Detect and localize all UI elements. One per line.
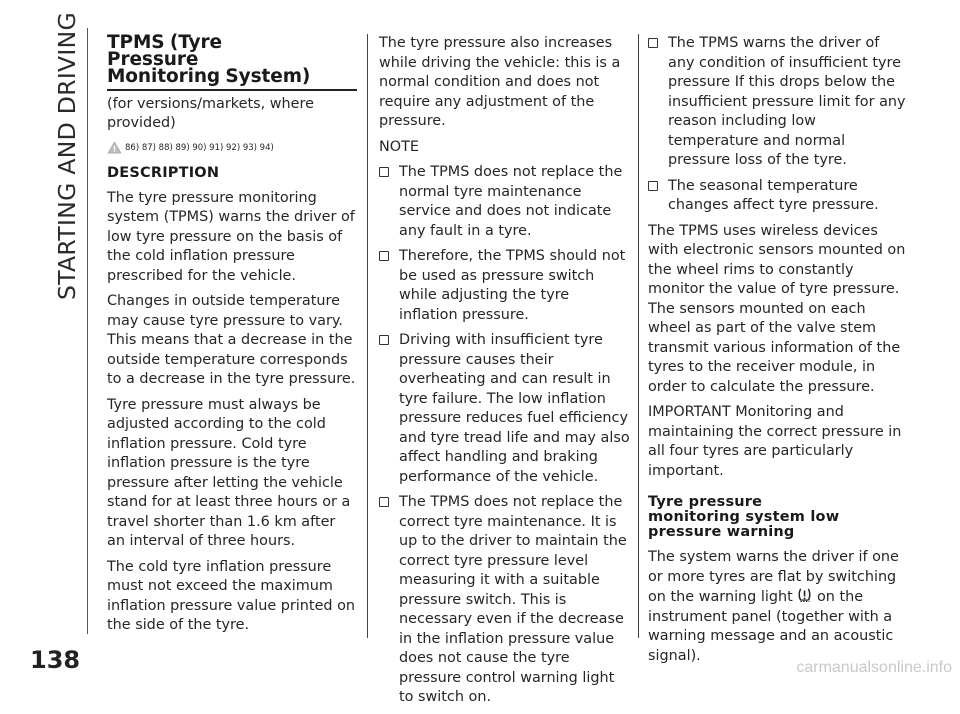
checkbox-bullet-icon	[379, 335, 389, 345]
list-item	[379, 331, 631, 487]
warning-text-before: The system warns the driver if one or more tyres are flat by switching on the warning light	[648, 549, 899, 605]
list-item	[379, 493, 631, 708]
side-divider	[87, 28, 88, 634]
column-3	[648, 34, 910, 672]
note-label: NOTE	[379, 138, 419, 155]
checkbox-bullet-icon	[379, 251, 389, 261]
column-divider-1	[367, 34, 368, 638]
warning-paragraph	[648, 548, 910, 666]
checkbox-bullet-icon	[648, 38, 658, 48]
section-title-line-1: TPMS (Tyre	[107, 32, 222, 53]
list-item-text: Driving with insufficient tyre pressure causes their overheating and can result in tyre failure. The low inflation pressure reduces fuel efficiency and tyre tread life and may also affect handling and braking performance of the vehicle.	[399, 332, 630, 485]
list-item-text: The TPMS does not replace the correct tyre maintenance. It is up to the driver to maintain the correct tyre pressure level measuring it with a suitable pressure switch. This is necessary even if the decrease in the inflation pressure value does not cause the tyre pressure control warning light to switch on.	[399, 494, 627, 705]
warning-text-after: on the instrument panel (together with a warning message and an acoustic signal).	[648, 589, 894, 664]
list-item	[379, 247, 631, 325]
checkbox-bullet-icon	[648, 181, 658, 191]
paragraph: Changes in outside temperature may cause tyre pressure to vary. This means that a decrease in the outside temperature corresponds to a decrease in the tyre pressure.	[107, 293, 356, 387]
page-number: 138	[30, 646, 81, 674]
warning-references	[107, 140, 357, 156]
list-item	[648, 34, 910, 171]
warning-triangle-icon	[107, 141, 122, 154]
list-item-text: The TPMS does not replace the normal tyre maintenance service and does not indicate any fault in a tyre.	[399, 164, 623, 239]
tpms-warning-subheading	[648, 495, 910, 540]
column-2	[379, 34, 631, 714]
subheading-line-3: pressure warning	[648, 524, 795, 540]
subheading-line-1: Tyre pressure	[648, 494, 763, 510]
paragraph: Tyre pressure must always be adjusted according to the cold inflation pressure. Cold tyre inflation pressure is the tyre pressure after letting the vehicle stand for at least three hours or a travel shorter than 1.6 km after an interval of three hours.	[107, 396, 351, 549]
section-title-line-2: Pressure	[107, 49, 199, 70]
paragraph: The tyre pressure also increases while driving the vehicle: this is a normal condition and does not require any adjustment of the pressure.	[379, 35, 621, 129]
section-title	[107, 34, 353, 85]
watermark: carmanualsonline.info	[796, 659, 952, 676]
list-item-text: Therefore, the TPMS should not be used as pressure switch while adjusting the tyre inflation pressure.	[399, 248, 626, 323]
paragraph: IMPORTANT Monitoring and maintaining the correct pressure in all four tyres are particularly important.	[648, 404, 902, 479]
paragraph: The tyre pressure monitoring system (TPMS) warns the driver of low tyre pressure on the basis of the cold inflation pressure prescribed for the vehicle.	[107, 189, 355, 284]
checkbox-bullet-icon	[379, 497, 389, 507]
tyre-pressure-warning-icon	[798, 587, 811, 603]
list-item-text: The TPMS warns the driver of any condition of insufficient tyre pressure If this drops below the insufficient pressure limit for any reason including low temperature and normal pressure loss of the tyre.	[668, 35, 906, 168]
description-heading: DESCRIPTION	[107, 164, 220, 181]
checkbox-bullet-icon	[379, 167, 389, 177]
paragraph: The TPMS uses wireless devices with electronic sensors mounted on the wheel rims to constantly monitor the value of tyre pressure. The sensors mounted on each wheel as part of the valve stem transmit various information of the tyres to the receiver module, in order to calculate the pressure.	[648, 222, 906, 395]
list-item	[379, 163, 631, 241]
subheading-line-2: monitoring system low	[648, 509, 840, 525]
title-underline	[107, 89, 357, 91]
chapter-side-title: STARTING AND DRIVING	[53, 11, 81, 300]
list-item-text: The seasonal temperature changes affect tyre pressure.	[668, 177, 879, 213]
paragraph: The cold tyre inflation pressure must not exceed the maximum inflation pressure value printed on the side of the tyre.	[107, 558, 356, 633]
section-subtitle: (for versions/markets, where provided)	[107, 95, 314, 131]
reference-numbers: 86) 87) 88) 89) 90) 91) 92) 93) 94)	[125, 142, 274, 153]
column-1	[107, 34, 357, 642]
list-item	[648, 177, 910, 216]
column-divider-2	[638, 34, 639, 638]
section-title-line-3: Monitoring System)	[107, 66, 311, 87]
